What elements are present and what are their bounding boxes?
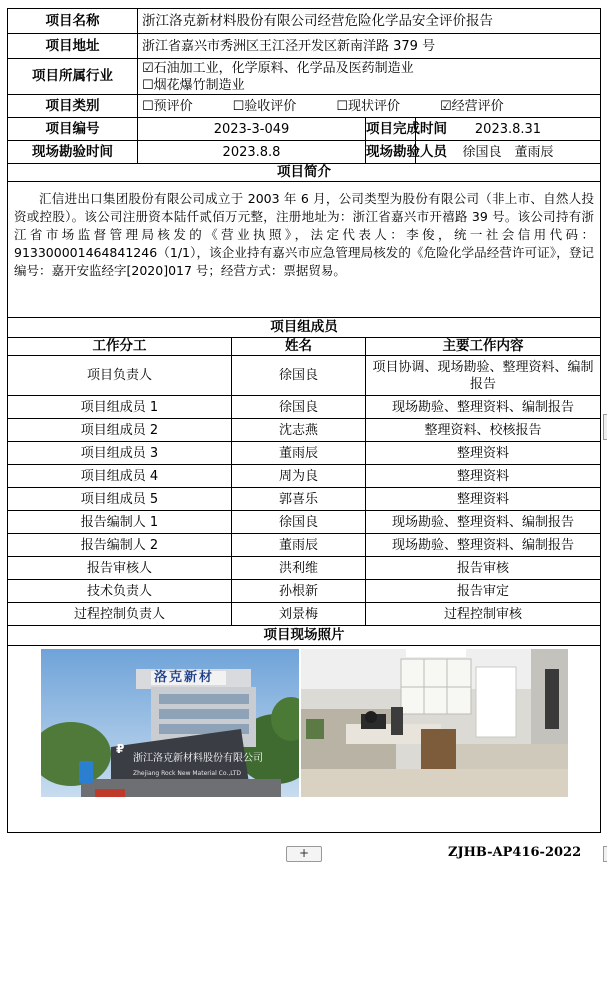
- team-role-cell: 报告编制人 1: [8, 511, 232, 534]
- team-title: 项目组成员: [8, 318, 601, 338]
- row-project-industry: [8, 59, 601, 95]
- add-row-button[interactable]: +: [286, 846, 322, 862]
- industry-option-fireworks: ☐烟花爆竹制造业: [142, 77, 245, 93]
- team-row: [8, 511, 601, 534]
- team-row: [8, 580, 601, 603]
- team-role-cell: 报告编制人 2: [8, 534, 232, 557]
- site-photo-building: [41, 649, 299, 797]
- row-survey: [8, 141, 601, 164]
- sign-company-text: 浙江洛克新材料股份有限公司: [133, 753, 263, 764]
- team-header-role: 工作分工: [8, 338, 232, 356]
- survey-people-value: 徐国良 董雨辰: [416, 141, 601, 164]
- project-number-label: 项目编号: [8, 118, 138, 141]
- survey-time-value: 2023.8.8: [138, 141, 366, 164]
- team-role-cell: 项目组成员 4: [8, 465, 232, 488]
- team-name-cell: 沈志燕: [232, 419, 366, 442]
- sign-top-text: 洛克新材: [154, 670, 215, 685]
- team-row: [8, 534, 601, 557]
- team-role-cell: 项目组成员 5: [8, 488, 232, 511]
- row-project-category: [8, 95, 601, 118]
- row-intro-title: [8, 164, 601, 182]
- office-illustration: [301, 649, 568, 797]
- industry-option-chemical: ☑石油加工业，化学原料、化学品及医药制造业: [142, 60, 414, 76]
- team-name-cell: 董雨辰: [232, 534, 366, 557]
- team-row: [8, 465, 601, 488]
- category-operation-evaluation: ☑经营评价: [439, 98, 504, 114]
- finish-time-label: 项目完成时间: [366, 118, 416, 141]
- page-edge-marker-bottom: [603, 846, 607, 862]
- project-name-value: 浙江洛克新材料股份有限公司经营危险化学品安全评价报告: [138, 9, 601, 34]
- team-name-cell: 周为良: [232, 465, 366, 488]
- team-work-cell: 过程控制审核: [366, 603, 601, 626]
- row-project-name: [8, 9, 601, 34]
- project-industry-value: [138, 59, 601, 95]
- project-category-value: [138, 95, 601, 118]
- page-edge-marker: [603, 414, 607, 440]
- team-row: [8, 603, 601, 626]
- project-address-value: 浙江省嘉兴市秀洲区王江泾开发区新南洋路 379 号: [138, 34, 601, 59]
- finish-time-value: 2023.8.31: [416, 118, 601, 141]
- team-work-cell: 整理资料、校核报告: [366, 419, 601, 442]
- team-name-cell: 郭喜乐: [232, 488, 366, 511]
- row-project-number: [8, 118, 601, 141]
- team-name-cell: 徐国良: [232, 356, 366, 396]
- team-role-cell: 项目组成员 1: [8, 396, 232, 419]
- intro-title: 项目简介: [8, 164, 601, 182]
- row-project-address: [8, 34, 601, 59]
- team-role-cell: 技术负责人: [8, 580, 232, 603]
- row-team-title: [8, 318, 601, 338]
- team-work-cell: 项目协调、现场勘验、整理资料、编制报告: [366, 356, 601, 396]
- team-row: [8, 557, 601, 580]
- intro-text-cell: [8, 182, 601, 318]
- team-row: [8, 442, 601, 465]
- row-photos: [8, 646, 601, 833]
- team-role-cell: 项目组成员 3: [8, 442, 232, 465]
- photos-cell: [8, 646, 601, 833]
- project-industry-label: 项目所属行业: [8, 59, 138, 95]
- team-name-cell: 徐国良: [232, 396, 366, 419]
- team-header-name: 姓名: [232, 338, 366, 356]
- team-row: [8, 356, 601, 396]
- team-role-cell: 项目组成员 2: [8, 419, 232, 442]
- team-row: [8, 419, 601, 442]
- survey-people-label: 现场勘验人员: [366, 141, 416, 164]
- team-work-cell: 报告审定: [366, 580, 601, 603]
- team-name-cell: 孙根新: [232, 580, 366, 603]
- team-work-cell: 现场勘验、整理资料、编制报告: [366, 396, 601, 419]
- project-address-label: 项目地址: [8, 34, 138, 59]
- row-team-header: [8, 338, 601, 356]
- svg-text:₽: ₽: [116, 742, 125, 756]
- team-role-cell: 报告审核人: [8, 557, 232, 580]
- team-header-work: 主要工作内容: [366, 338, 601, 356]
- team-work-cell: 现场勘验、整理资料、编制报告: [366, 534, 601, 557]
- team-work-cell: 整理资料: [366, 465, 601, 488]
- photos-area: [8, 646, 600, 832]
- team-work-cell: 整理资料: [366, 442, 601, 465]
- row-photos-title: [8, 626, 601, 646]
- team-work-cell: 报告审核: [366, 557, 601, 580]
- evaluation-form: [7, 8, 600, 833]
- team-name-cell: 徐国良: [232, 511, 366, 534]
- team-role-cell: 项目负责人: [8, 356, 232, 396]
- form-code: ZJHB-AP416-2022: [448, 845, 582, 860]
- team-work-cell: 整理资料: [366, 488, 601, 511]
- photos-title: 项目现场照片: [8, 626, 601, 646]
- category-acceptance-evaluation: ☐验收评价: [232, 98, 297, 114]
- intro-text: 汇信进出口集团股份有限公司成立于 2003 年 6 月，公司类型为股份有限公司（非上市、自然人投资或控股）。该公司注册资本陆仟贰佰万元整，注册地址为：浙江省嘉兴市开禧路 39 号。该公司持有浙江省市场监督管理局核发的《营业执照》，法定代表人：李俊，统一社会信用代码：913300001464841246（1/1），该企业持有嘉兴市应急管理局核发的《危险化学品经营许可证》，登记编号：嘉开安监经字[2020]017 号；经营方式：票据贸易。: [14, 191, 594, 278]
- team-row: [8, 396, 601, 419]
- project-info-table: [7, 8, 601, 833]
- team-work-cell: 现场勘验、整理资料、编制报告: [366, 511, 601, 534]
- project-number-value: 2023-3-049: [138, 118, 366, 141]
- project-name-label: 项目名称: [8, 9, 138, 34]
- team-role-cell: 过程控制负责人: [8, 603, 232, 626]
- sign-english-text: Zhejiang Rock New Material Co.,LTD: [133, 770, 242, 777]
- team-name-cell: 刘景梅: [232, 603, 366, 626]
- team-name-cell: 洪利维: [232, 557, 366, 580]
- category-status-evaluation: ☐现状评价: [336, 98, 400, 114]
- team-table-body: [8, 356, 601, 626]
- row-intro-text: [8, 182, 601, 318]
- category-pre-evaluation: ☐预评价: [142, 98, 193, 114]
- team-name-cell: 董雨辰: [232, 442, 366, 465]
- site-photo-office: [301, 649, 568, 797]
- survey-time-label: 现场勘验时间: [8, 141, 138, 164]
- project-category-label: 项目类别: [8, 95, 138, 118]
- team-row: [8, 488, 601, 511]
